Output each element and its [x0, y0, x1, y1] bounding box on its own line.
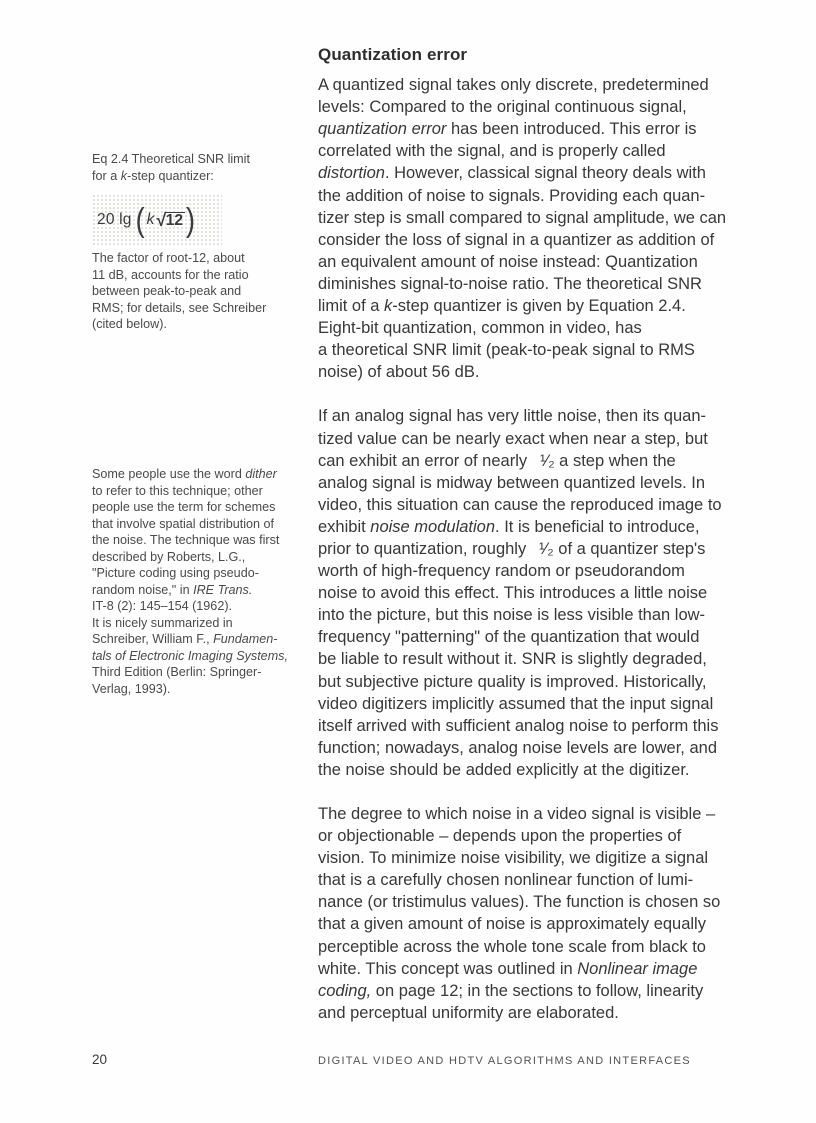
- text-line: tizer step is small compared to signal amplitude, we can: [318, 208, 727, 227]
- text-line: (cited below).: [92, 317, 167, 331]
- text-line: Schreiber, William F., Fundamen-: [92, 632, 278, 646]
- text-line: The factor of root-12, about: [92, 251, 245, 265]
- text-line: or objectionable – depends upon the properties of: [318, 827, 682, 846]
- text-line: nance (or tristimulus values). The function is chosen so: [318, 893, 721, 912]
- text-line: described by Roberts, L.G.,: [92, 549, 246, 564]
- text-line: It is nicely summarized in: [92, 615, 233, 630]
- text-line: IT-8 (2): 145–154 (1962).: [92, 599, 233, 613]
- text-line: random noise," in IRE Trans.: [92, 582, 253, 597]
- text-line: 11 dB, accounts for the ratio: [92, 267, 249, 282]
- text-line: noise to avoid this effect. This introduces a little noise: [318, 584, 708, 603]
- text-line: for a k-step quantizer:: [92, 168, 214, 183]
- radicand: 12: [165, 211, 184, 229]
- text-line: A quantized signal takes only discrete, predetermined: [318, 76, 709, 95]
- paragraph-dither-noise: [318, 405, 742, 781]
- equation-2-4-box: [92, 194, 222, 246]
- text-line: frequency "patterning" of the quantization that would: [318, 628, 700, 647]
- text-line: into the picture, but this noise is less visible than low-: [318, 606, 706, 625]
- text-line: white. This concept was outlined in Nonlinear image: [318, 959, 698, 978]
- text-line: distortion. However, classical signal theory deals with: [318, 164, 706, 183]
- text-line: can exhibit an error of nearly ¹⁄₂ a step when the: [318, 451, 676, 470]
- text-line: Some people use the word dither: [92, 467, 277, 481]
- section-heading: Quantization error: [318, 45, 468, 64]
- text-line: perceptible across the whole tone scale from black to: [318, 937, 706, 956]
- text-line: correlated with the signal, and is properly called: [318, 142, 666, 161]
- text-line: the noise should be added explicitly at the digitizer.: [318, 760, 690, 779]
- text-line: consider the loss of signal in a quantizer as addition of: [318, 230, 715, 249]
- text-line: diminishes signal-to-noise ratio. The theoretical SNR: [318, 274, 702, 293]
- close-paren: ): [186, 200, 196, 239]
- text-line: coding, on page 12; in the sections to follow, linearity: [318, 981, 704, 1000]
- text-line: an equivalent amount of noise instead: Quantization: [318, 252, 698, 271]
- text-line: tized value can be nearly exact when near a step, but: [318, 429, 708, 448]
- page-number: 20: [92, 1052, 108, 1067]
- text-line: exhibit noise modulation. It is beneficial to introduce,: [318, 517, 700, 536]
- dither-note-text: [92, 466, 306, 697]
- paragraph-quantization-error: [318, 74, 742, 383]
- text-line: that a given amount of noise is approximately equally: [318, 915, 706, 934]
- text-line: limit of a k-step quantizer is given by Equation 2.4.: [318, 297, 686, 316]
- text-line: a theoretical SNR limit (peak-to-peak signal to RMS: [318, 341, 695, 360]
- text-line: vision. To minimize noise visibility, we digitize a signal: [318, 849, 709, 868]
- text-line: Third Edition (Berlin: Springer-: [92, 665, 262, 679]
- text-line: "Picture coding using pseudo-: [92, 566, 259, 580]
- running-footer: DIGITAL VIDEO AND HDTV ALGORITHMS AND INTERFACES: [318, 1055, 691, 1067]
- text-line: analog signal is midway between quantized levels. In: [318, 473, 706, 492]
- text-line: RMS; for details, see Schreiber: [92, 300, 267, 315]
- text-line: the addition of noise to signals. Providing each quan-: [318, 186, 706, 205]
- equation-caption: [92, 151, 306, 184]
- paragraph-noise-visibility: [318, 803, 742, 1024]
- equation-prefix: 20 lg: [97, 210, 132, 228]
- text-line: levels: Compared to the original continuous signal,: [318, 98, 687, 117]
- text-line: noise) of about 56 dB.: [318, 363, 480, 382]
- text-line: between peak-to-peak and: [92, 284, 242, 298]
- margin-note-eq-2-4: [92, 151, 306, 333]
- text-line: that involve spatial distribution of: [92, 516, 275, 531]
- text-line: worth of high-frequency random or pseudorandom: [318, 562, 685, 581]
- margin-note-dither: [92, 466, 306, 697]
- radical-sign: √: [156, 209, 167, 230]
- text-line: quantization error has been introduced. This error is: [318, 120, 697, 139]
- text-line: Eq 2.4 Theoretical SNR limit: [92, 152, 250, 166]
- text-line: the noise. The technique was first: [92, 533, 280, 547]
- equation-variable-k: k: [146, 210, 155, 228]
- text-line: Verlag, 1993).: [92, 681, 171, 696]
- text-line: be liable to result without it. SNR is slightly degraded,: [318, 650, 707, 669]
- square-root: [156, 209, 185, 230]
- text-line: tals of Electronic Imaging Systems,: [92, 648, 288, 663]
- open-paren: (: [135, 200, 145, 239]
- text-line: but subjective picture quality is improved. Historically,: [318, 672, 707, 691]
- equation-footnote: [92, 250, 306, 333]
- text-line: to refer to this technique; other: [92, 483, 263, 498]
- text-line: The degree to which noise in a video signal is visible –: [318, 805, 716, 823]
- text-line: If an analog signal has very little noise, then its quan-: [318, 407, 706, 426]
- text-line: prior to quantization, roughly ¹⁄₂ of a quantizer step's: [318, 539, 706, 558]
- equation-2-4: [97, 200, 196, 239]
- text-line: video digitizers implicitly assumed that the input signal: [318, 694, 714, 713]
- text-line: video, this situation can cause the reproduced image to: [318, 495, 722, 514]
- text-line: that is a carefully chosen nonlinear function of lumi-: [318, 871, 694, 890]
- text-line: function; nowadays, analog noise levels are lower, and: [318, 738, 718, 757]
- text-line: people use the term for schemes: [92, 500, 276, 514]
- text-line: and perceptual uniformity are elaborated.: [318, 1003, 619, 1022]
- text-line: Eight-bit quantization, common in video, has: [318, 319, 642, 338]
- text-line: itself arrived with sufficient analog noise to perform this: [318, 716, 719, 735]
- main-text-column: [318, 44, 742, 1046]
